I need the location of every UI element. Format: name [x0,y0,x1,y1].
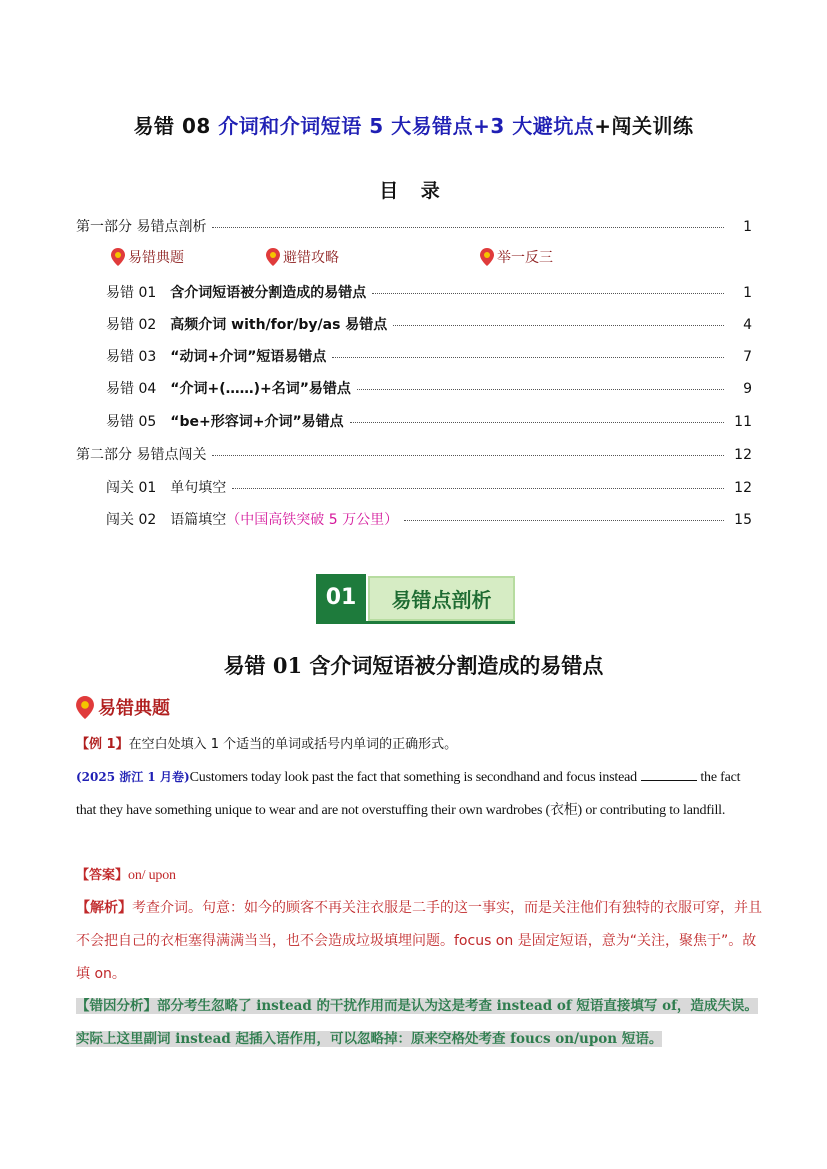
toc-gate-text: 语篇填空 [170,512,227,528]
answer-text: on/ upon [128,868,176,883]
analysis-text: 考查介词。句意：如今的顾客不再关注衣服是二手的这一事实，而是关注他们有独特的衣服可穿，并且不会把自己的衣柜塞得满满当当，也不会造成垃圾填埋问题。focus on 是固定短语，意为“关注，聚焦于”。故填 on。 [76,900,762,982]
toc-page-number: 12 [734,480,752,496]
pin-item-1 [111,247,184,267]
toc-leader [393,325,724,326]
toc-gate[interactable] [106,509,752,529]
toc-page-number: 7 [743,349,752,365]
toc-leader [350,422,724,423]
toc-item-text: 高频介词 with/for/by/as 易错点 [170,317,388,333]
toc-leader [372,293,724,294]
toc-part2-label: 第二部分 易错点闯关 [76,447,207,463]
toc-part2[interactable] [76,444,752,464]
title-prefix: 易错 08 [133,114,219,138]
sub-heading [76,694,170,720]
toc-leader [212,455,724,456]
analysis-tag: 【解析】 [76,900,132,916]
toc-gate-extra: （中国高铁突破 5 万公里） [226,512,399,528]
toc-page-number: 9 [743,381,752,397]
example-instruction-text: 在空白处填入 1 个适当的单词或括号内单词的正确形式。 [128,737,458,752]
toc-heading: 目 录 [379,180,448,202]
title-suffix: +闯关训练 [594,114,694,138]
pin-label: 避错攻略 [283,250,339,266]
answer-blank [641,769,697,781]
badge-number: 01 [316,574,366,621]
answer [76,859,756,892]
pin-label: 易错典题 [128,250,184,266]
toc-page-number: 12 [734,447,752,463]
example-tag: 【例 1】 [76,737,129,752]
toc-part1-label: 第一部分 易错点剖析 [76,219,207,235]
toc-page-number: 11 [734,414,752,430]
question-text-a: Customers today look past the fact that something is secondhand and focus instead [189,770,637,785]
toc-item-code: 易错 03 [106,349,157,365]
toc-leader [357,389,724,390]
toc-leader [212,227,724,228]
analysis [76,892,762,991]
toc-item-text: “be+形容词+介词”易错点 [170,414,344,430]
toc-pin-row [0,247,827,269]
toc-item-code: 易错 05 [106,414,157,430]
location-pin-icon [266,248,280,266]
toc-gate[interactable] [106,477,752,497]
toc-item[interactable] [106,314,752,334]
answer-tag: 【答案】 [76,868,129,883]
toc-page-number: 4 [743,317,752,333]
example-instruction [76,728,756,761]
toc-page-number: 1 [743,219,752,235]
toc-gate-code: 闯关 02 [106,512,157,528]
toc-gate-text: 单句填空 [170,480,227,496]
example-question [76,761,756,827]
toc-leader [332,357,724,358]
toc-page-number: 15 [734,512,752,528]
toc-page-number: 1 [743,285,752,301]
toc-item[interactable] [106,411,752,431]
toc-part1[interactable] [76,216,752,236]
toc-item-code: 易错 04 [106,381,157,397]
page-title [0,110,827,139]
toc-item-code: 易错 02 [106,317,157,333]
toc-item-text: 含介词短语被分割造成的易错点 [170,285,367,301]
section-badge [316,574,515,624]
section-title: 易错 01 含介词短语被分割造成的易错点 [223,653,604,678]
toc-item[interactable] [106,282,752,302]
question-text-b: the fact that they have something unique to wear and are not overstuffing their own wardrobes (衣柜) or contributing to landfill. [76,770,741,818]
toc-item-text: “动词+介词”短语易错点 [170,349,327,365]
example-source: (2025 浙江 1 月卷) [76,770,190,784]
location-pin-icon [480,248,494,266]
error-analysis-line-1: 【错因分析】部分考生忽略了 instead 的干扰作用而是认为这是考查 instead of 短语直接填写 of，造成失误。 [76,998,758,1014]
toc-leader [404,520,724,521]
sub-heading-label: 易错典题 [98,698,170,719]
error-analysis [76,990,766,1056]
pin-item-3 [480,247,553,267]
pin-label: 举一反三 [497,250,553,266]
error-analysis-line-2: 实际上这里副词 instead 起插入语作用，可以忽略掉：原来空格处考查 foucs on/upon 短语。 [76,1031,663,1047]
toc-gate-code: 闯关 01 [106,480,157,496]
toc-item-text: “介词+(……)+名词”易错点 [170,381,351,397]
toc-item-code: 易错 01 [106,285,157,301]
badge-text: 易错点剖析 [368,576,515,621]
toc-leader [232,488,724,489]
location-pin-icon [76,696,94,719]
toc-item[interactable] [106,378,752,398]
pin-item-2 [266,247,339,267]
title-topic: 介词和介词短语 5 大易错点+3 大避坑点 [218,114,595,138]
toc-item[interactable] [106,346,752,366]
location-pin-icon [111,248,125,266]
